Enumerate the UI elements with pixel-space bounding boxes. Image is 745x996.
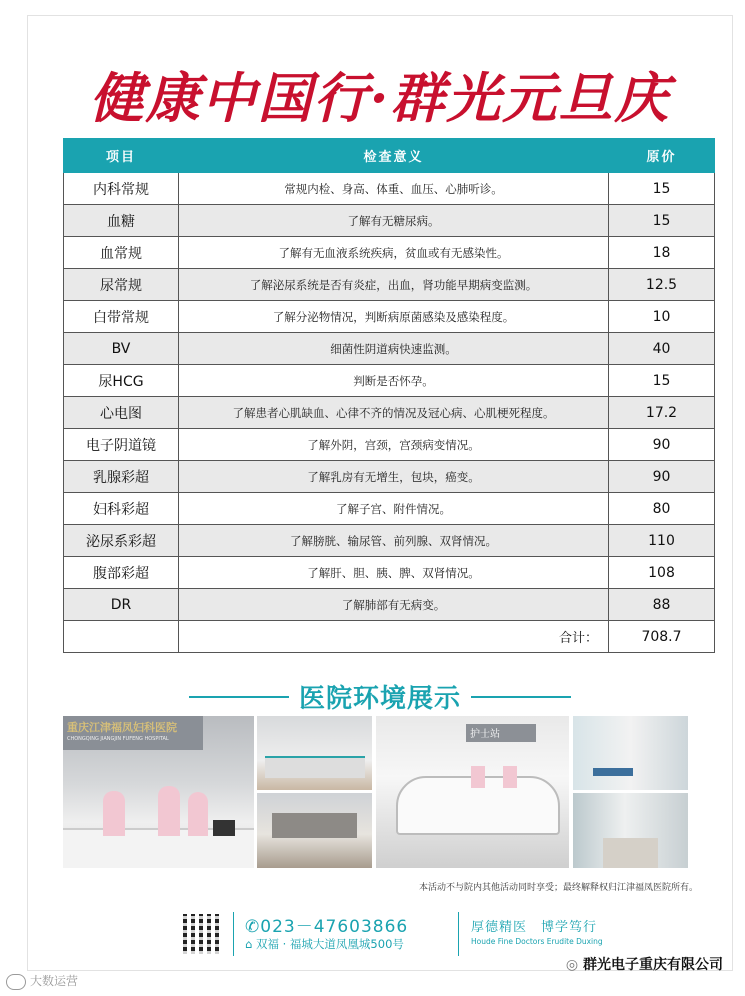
home-icon: ⌂ xyxy=(245,937,256,951)
table-row xyxy=(64,589,715,621)
counter-photo xyxy=(257,793,372,868)
row-item: 尿HCG xyxy=(64,365,179,397)
disclaimer: 本活动不与院内其他活动同时享受；最终解释权归江津福凤医院所有。 xyxy=(418,883,698,893)
poster xyxy=(28,16,732,970)
row-price: 40 xyxy=(609,333,715,365)
row-price: 12.5 xyxy=(609,269,715,301)
divider xyxy=(458,912,459,956)
address: ⌂ 双福 · 福城大道凤凰城500号 xyxy=(245,937,404,951)
row-desc: 细菌性阴道病快速监测。 xyxy=(179,333,609,365)
row-item: BV xyxy=(64,333,179,365)
divider xyxy=(471,696,571,698)
staff-figure xyxy=(471,766,485,788)
table-row xyxy=(64,301,715,333)
poster-title: 健康中国行·群光元旦庆 xyxy=(89,66,671,130)
row-item: 内科常规 xyxy=(64,173,179,205)
row-desc: 了解膀胱、输尿管、前列腺、双肾情况。 xyxy=(179,525,609,557)
row-desc: 了解分泌物情况，判断病原菌感染及感染程度。 xyxy=(179,301,609,333)
row-desc: 判断是否怀孕。 xyxy=(179,365,609,397)
table-row xyxy=(64,237,715,269)
hospital-sign-text: 重庆江津福凤妇科医院 xyxy=(67,721,177,734)
header-item: 项目 xyxy=(64,139,179,173)
phone-number: ✆023－47603866 xyxy=(245,917,409,937)
divider xyxy=(189,696,289,698)
row-desc: 了解患者心肌缺血、心律不齐的情况及冠心病、心肌梗死程度。 xyxy=(179,397,609,429)
row-price: 17.2 xyxy=(609,397,715,429)
row-desc: 了解肺部有无病变。 xyxy=(179,589,609,621)
price-table xyxy=(63,138,715,653)
hospital-sign-text-en: CHONGQING JIANGJIN FUFENG HOSPITAL xyxy=(67,736,169,742)
row-item: 电子阴道镜 xyxy=(64,429,179,461)
total-label: 合计： xyxy=(179,621,609,653)
hallway-photo xyxy=(573,716,688,790)
row-price: 90 xyxy=(609,461,715,493)
chat-bubble-icon xyxy=(6,974,26,990)
counter xyxy=(265,756,365,778)
staff-figure xyxy=(158,786,180,836)
table-row xyxy=(64,173,715,205)
qr-code-icon xyxy=(183,914,223,954)
row-item: DR xyxy=(64,589,179,621)
table-row xyxy=(64,461,715,493)
row-desc: 了解肝、胆、胰、脾、双肾情况。 xyxy=(179,557,609,589)
row-price: 15 xyxy=(609,365,715,397)
row-price: 88 xyxy=(609,589,715,621)
row-desc: 了解外阴，宫颈，宫颈病变情况。 xyxy=(179,429,609,461)
row-price: 15 xyxy=(609,205,715,237)
row-desc: 了解子宫、附件情况。 xyxy=(179,493,609,525)
desk-sign-text: 护士站 xyxy=(470,729,500,740)
row-price: 110 xyxy=(609,525,715,557)
shelves xyxy=(272,813,357,838)
row-item: 尿常规 xyxy=(64,269,179,301)
row-item: 乳腺彩超 xyxy=(64,461,179,493)
environment-heading xyxy=(28,678,732,715)
row-price: 80 xyxy=(609,493,715,525)
bench xyxy=(593,768,633,776)
row-item: 腹部彩超 xyxy=(64,557,179,589)
table-row xyxy=(64,397,715,429)
header-price: 原价 xyxy=(609,139,715,173)
table-row xyxy=(64,429,715,461)
wechat-icon: ◎ xyxy=(565,957,583,973)
row-item: 血常规 xyxy=(64,237,179,269)
monitor xyxy=(213,820,235,836)
row-price: 90 xyxy=(609,429,715,461)
row-item: 妇科彩超 xyxy=(64,493,179,525)
table-row xyxy=(64,493,715,525)
watermark-left: 大数运营 xyxy=(6,972,78,990)
row-item: 心电图 xyxy=(64,397,179,429)
row-price: 10 xyxy=(609,301,715,333)
reception-photo xyxy=(63,716,254,868)
row-desc: 了解乳房有无增生，包块，癌变。 xyxy=(179,461,609,493)
nurse-station-photo xyxy=(376,716,569,868)
pharmacy-photo xyxy=(257,716,372,790)
row-desc: 了解泌尿系统是否有炎症，出血，肾功能早期病变监测。 xyxy=(179,269,609,301)
phone-icon: ✆ xyxy=(245,917,261,937)
row-item: 白带常规 xyxy=(64,301,179,333)
row-desc: 了解有无血液系统疾病，贫血或有无感染性。 xyxy=(179,237,609,269)
table-row xyxy=(64,557,715,589)
table-row xyxy=(64,333,715,365)
watermark-right: ◎ 群光电子重庆有限公司 xyxy=(565,957,723,973)
row-price: 18 xyxy=(609,237,715,269)
motto: 厚德精医 博学笃行 xyxy=(471,920,598,935)
row-desc: 了解有无糖尿病。 xyxy=(179,205,609,237)
row-price: 108 xyxy=(609,557,715,589)
corridor-photo xyxy=(573,793,688,868)
total-row xyxy=(64,621,715,653)
corridor-floor xyxy=(603,838,658,868)
total-value: 708.7 xyxy=(609,621,715,653)
staff-figure xyxy=(188,792,208,836)
motto-en: Houde Fine Doctors Erudite Duxing xyxy=(471,937,603,946)
environment-title: 医院环境展示 xyxy=(298,684,461,714)
row-price: 15 xyxy=(609,173,715,205)
table-row xyxy=(64,525,715,557)
table-header xyxy=(64,139,715,173)
divider xyxy=(233,912,234,956)
row-desc: 常规内检、身高、体重、血压、心肺听诊。 xyxy=(179,173,609,205)
staff-figure xyxy=(503,766,517,788)
header-desc: 检查意义 xyxy=(179,139,609,173)
table-row xyxy=(64,269,715,301)
hospital-sign xyxy=(63,716,203,750)
table-row xyxy=(64,205,715,237)
staff-figure xyxy=(103,791,125,836)
table-row xyxy=(64,365,715,397)
row-item: 血糖 xyxy=(64,205,179,237)
row-item: 泌尿系彩超 xyxy=(64,525,179,557)
